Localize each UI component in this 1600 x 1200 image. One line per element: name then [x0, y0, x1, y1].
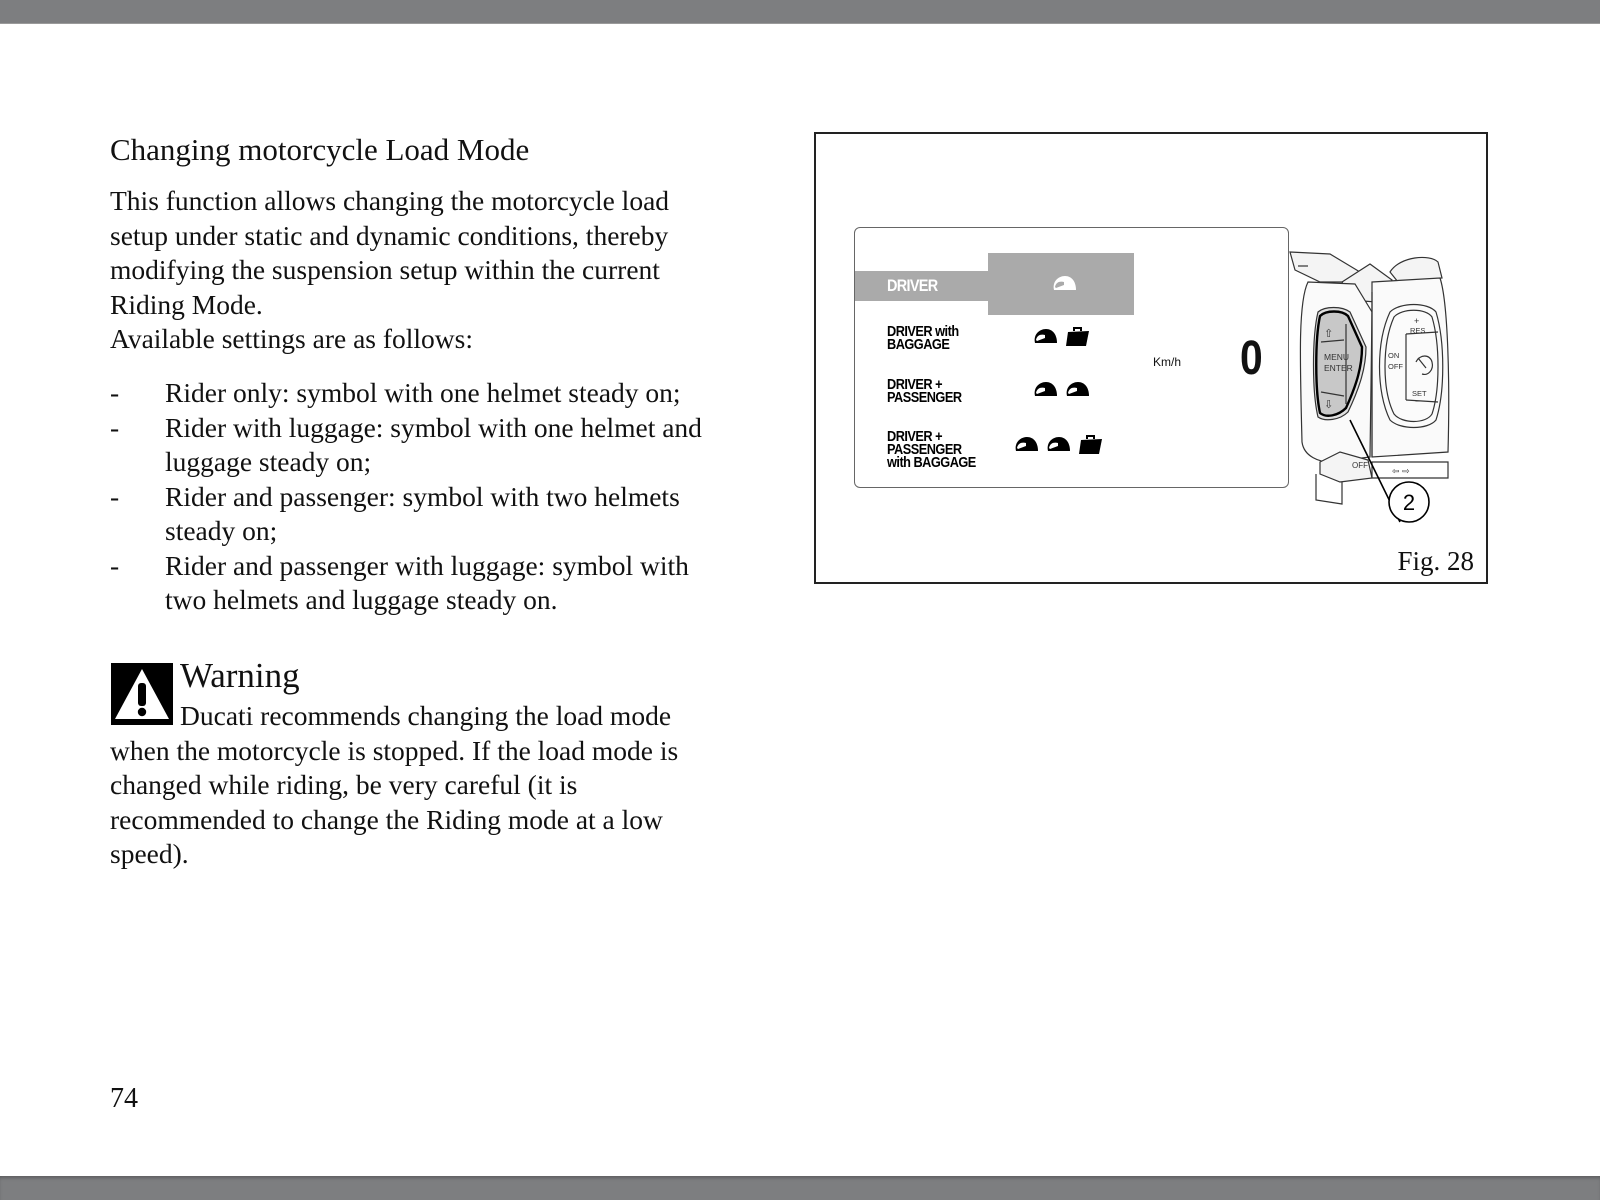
- minus-label: −: [1415, 396, 1421, 406]
- intro-paragraph: [110, 184, 790, 357]
- dashboard-display: [854, 227, 1289, 488]
- settings-list: [110, 376, 790, 618]
- intro-line: modifying the suspension setup within the current: [110, 254, 660, 285]
- helmet-icon: [1064, 380, 1090, 398]
- helmet-icon: [1032, 380, 1058, 398]
- intro-line: This function allows changing the motorcycle load: [110, 185, 670, 216]
- option-line: DRIVER +: [887, 376, 943, 393]
- section-title: Changing motorcycle Load Mode: [110, 132, 530, 167]
- warning-line: Ducati recommends changing the load mode: [180, 700, 672, 731]
- list-item-text: Rider and passenger: symbol with two helmets: [165, 480, 680, 512]
- list-dash: -: [110, 549, 120, 581]
- list-item: [110, 411, 790, 480]
- option-driver-baggage: [887, 325, 959, 351]
- option-line: with BAGGAGE: [887, 454, 976, 471]
- page-number: 74: [110, 1083, 138, 1114]
- plus-label: +: [1414, 316, 1420, 326]
- speed-unit: Km/h: [1153, 355, 1182, 369]
- viewer-top-bar: [0, 0, 1600, 24]
- baggage-icon: [1077, 435, 1103, 455]
- up-arrow-icon: ⇧: [1324, 328, 1334, 340]
- helmet-icon: [1013, 435, 1039, 453]
- speed-value: 0: [1240, 332, 1263, 385]
- warning-line: when the motorcycle is stopped. If the load mode is: [110, 734, 679, 766]
- res-label: RES: [1410, 326, 1426, 335]
- warning-line: speed).: [110, 838, 189, 869]
- list-dash: -: [110, 411, 120, 443]
- intro-line: Available settings are as follows:: [110, 323, 474, 354]
- option-line: BAGGAGE: [887, 336, 950, 353]
- list-item: [110, 549, 790, 618]
- option-line: DRIVER with: [887, 323, 959, 340]
- down-arrow-icon: ⇩: [1324, 399, 1334, 411]
- viewer-bottom-bar: [0, 1176, 1600, 1200]
- option-icons: [1013, 435, 1103, 455]
- option-driver-passenger-baggage: [887, 430, 976, 469]
- helmet-icon: [1045, 435, 1071, 453]
- callout-2: [1386, 479, 1432, 525]
- option-icons: [1032, 327, 1090, 347]
- option-line: PASSENGER: [887, 441, 962, 458]
- selected-icons: [1051, 274, 1077, 292]
- helmet-icon: [1032, 327, 1058, 345]
- list-item: [110, 480, 790, 549]
- warning-title: Warning: [180, 656, 300, 695]
- list-dash: -: [110, 377, 120, 408]
- list-item-text: Rider only: symbol with one helmet steady on;: [165, 377, 681, 408]
- warning-body: [110, 699, 810, 872]
- option-driver-passenger: [887, 378, 962, 404]
- menu-label: MENU: [1324, 352, 1350, 362]
- option-line: DRIVER +: [887, 428, 943, 445]
- list-item-text: Rider with luggage: symbol with one helmet and: [165, 411, 702, 443]
- list-item-text: steady on;: [165, 515, 278, 546]
- list-item-text: two helmets and luggage steady on.: [165, 584, 558, 615]
- off-switch-label: OFF: [1352, 461, 1368, 470]
- baggage-icon: [1064, 327, 1090, 347]
- figure-28: [814, 132, 1488, 584]
- option-line: PASSENGER: [887, 389, 962, 406]
- list-item-text: Rider and passenger with luggage: symbol with: [165, 549, 689, 581]
- svg-text:⇦ ⇨: ⇦ ⇨: [1392, 466, 1410, 476]
- intro-line: Riding Mode.: [110, 288, 263, 320]
- set-label: SET: [1412, 389, 1427, 398]
- warning-line: recommended to change the Riding mode at a low: [110, 803, 663, 835]
- list-dash: -: [110, 480, 120, 512]
- warning-line: changed while riding, be very careful (it is: [110, 769, 578, 800]
- on-label: ON: [1388, 351, 1400, 360]
- enter-label: ENTER: [1324, 363, 1353, 373]
- helmet-icon: [1051, 274, 1077, 292]
- figure-label: Fig. 28: [1397, 546, 1474, 576]
- list-item-text: luggage steady on;: [165, 446, 372, 477]
- callout-number: 2: [1402, 490, 1416, 515]
- list-item: [110, 376, 790, 411]
- off-label: OFF: [1388, 362, 1403, 371]
- intro-line: setup under static and dynamic conditions, thereby: [110, 219, 669, 251]
- option-icons: [1032, 380, 1090, 398]
- selected-option-label: DRIVER: [887, 276, 938, 295]
